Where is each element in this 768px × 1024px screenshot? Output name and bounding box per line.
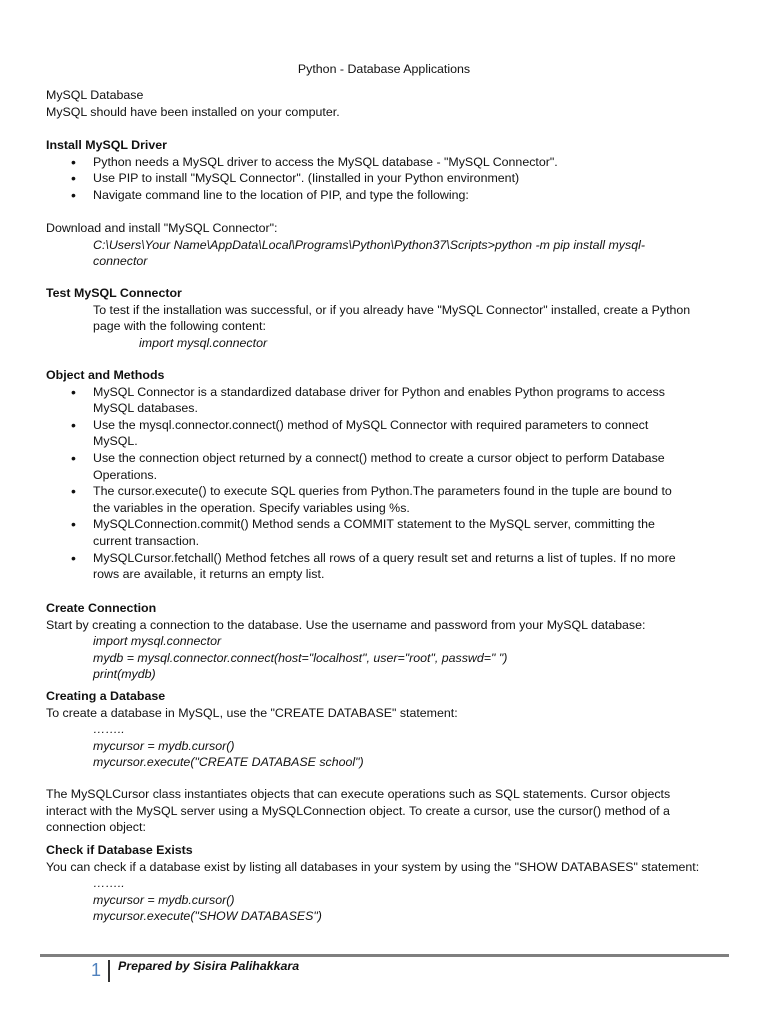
list-item-line: • Use the mysql.connector.connect() method of MySQL Connector with required parameters to connect [93, 417, 649, 432]
test-connector-section [46, 285, 726, 351]
footer-author: Prepared by Sisira Palihakkara [118, 959, 300, 973]
list-item-line: the variables in the operation. Specify variables using %s. [93, 500, 410, 515]
test-connector-text-2: page with the following content: [93, 319, 266, 334]
list-item-line: • The cursor.execute() to execute SQL queries from Python.The parameters found in the tuple are bound to [93, 484, 672, 499]
list-item: • Use PIP to install "MySQL Connector". (Iinstalled in your Python environment) [93, 170, 726, 187]
download-section [46, 220, 726, 270]
list-item [93, 384, 726, 417]
code-line: print(mydb) [93, 667, 156, 682]
code-line: mycursor.execute("SHOW DATABASES") [93, 909, 322, 924]
page-number: 1 [91, 960, 102, 980]
list-item [93, 450, 726, 483]
footer-divider [40, 954, 729, 957]
list-item-line: current transaction. [93, 533, 200, 548]
check-database-text: You can check if a database exist by listing all databases in your system by using the "SHOW DATABASES" statement: [46, 859, 700, 874]
check-database-heading: Check if Database Exists [46, 843, 193, 857]
list-item-line: • MySQL Connector is a standardized database driver for Python and enables Python programs to access [93, 384, 665, 399]
check-database-section [46, 842, 726, 925]
test-connector-heading: Test MySQL Connector [46, 286, 182, 300]
list-item: • Navigate command line to the location of PIP, and type the following: [93, 187, 726, 204]
list-item [93, 417, 726, 450]
download-text: Download and install "MySQL Connector": [46, 221, 278, 235]
install-driver-list [46, 154, 726, 204]
creating-database-section [46, 688, 726, 771]
test-connector-code: import mysql.connector [139, 335, 268, 350]
code-line: mycursor = mydb.cursor() [93, 892, 235, 907]
cursor-info-line: The MySQLCursor class instantiates objects that can execute operations such as SQL statements. Cursor objects [46, 787, 671, 801]
list-item-line: • MySQLConnection.commit() Method sends a COMMIT statement to the MySQL server, committing the [93, 517, 655, 532]
list-item-line: MySQL. [93, 434, 138, 449]
list-item-line: MySQL databases. [93, 401, 198, 416]
creating-database-text: To create a database in MySQL, use the "CREATE DATABASE" statement: [46, 705, 458, 720]
objects-methods-list [46, 384, 726, 583]
code-line: import mysql.connector [93, 634, 222, 649]
list-item-line: rows are available, it returns an empty list. [93, 567, 325, 582]
install-driver-section [46, 137, 726, 203]
list-item [93, 550, 726, 583]
cursor-info-section [46, 786, 726, 836]
objects-methods-heading: Object and Methods [46, 368, 165, 382]
list-item [93, 516, 726, 549]
pip-command-line-2: connector [93, 254, 148, 269]
create-connection-heading: Create Connection [46, 601, 157, 615]
footer-separator [108, 960, 110, 982]
cursor-info-line: interact with the MySQL server using a MySQLConnection object. To create a cursor, use the cursor() method of a [46, 803, 670, 818]
create-connection-text: Start by creating a connection to the database. Use the username and password from your MySQL database: [46, 617, 646, 632]
list-item [93, 483, 726, 516]
intro-section [46, 87, 726, 120]
intro-heading: MySQL Database [46, 88, 144, 102]
list-item: • Python needs a MySQL driver to access the MySQL database - "MySQL Connector". [93, 154, 726, 171]
objects-methods-section [46, 367, 726, 583]
install-driver-heading: Install MySQL Driver [46, 138, 167, 152]
list-item-line: • MySQLCursor.fetchall() Method fetches all rows of a query result set and returns a list of tuples. If no more [93, 550, 676, 565]
create-connection-section [46, 600, 726, 683]
list-item-line: Operations. [93, 467, 158, 482]
page-title: Python - Database Applications [297, 62, 471, 76]
code-line: mydb = mysql.connector.connect(host="localhost", user="root", passwd=" ") [93, 650, 508, 665]
pip-command-line-1: C:\Users\Your Name\AppData\Local\Programs\Python\Python37\Scripts>python -m pip install mysql- [93, 237, 645, 252]
intro-text: MySQL should have been installed on your computer. [46, 104, 340, 119]
test-connector-text-1: To test if the installation was successful, or if you already have "MySQL Connector" installed, create a Python [93, 302, 691, 317]
creating-database-heading: Creating a Database [46, 689, 166, 703]
cursor-info-line: connection object: [46, 820, 146, 835]
code-line: mycursor = mydb.cursor() [93, 738, 235, 753]
code-line: …….. [93, 722, 125, 737]
list-item-line: • Use the connection object returned by a connect() method to create a cursor object to perform Database [93, 450, 665, 465]
code-line: mycursor.execute("CREATE DATABASE school") [93, 755, 364, 770]
code-line: …….. [93, 876, 125, 891]
